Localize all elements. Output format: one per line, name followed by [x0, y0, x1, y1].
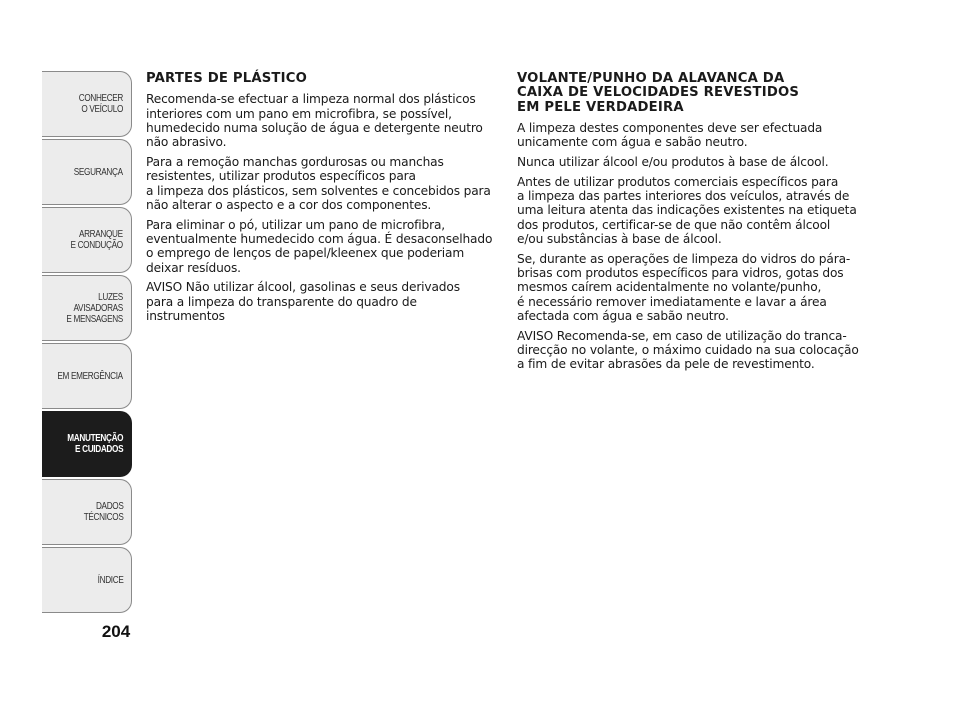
tab-label: CONHECER O VEÍCULO	[78, 93, 123, 115]
tab-label: ÍNDICE	[97, 574, 123, 586]
tab-conhecer-o-veiculo[interactable]	[42, 71, 132, 137]
tab-luzes-avisadoras[interactable]	[42, 275, 132, 341]
tab-label: EM EMERGÊNCIA	[57, 370, 123, 382]
paragraph: AVISO Recomenda-se, em caso de utilização do tranca- direcção no volante, o máximo cuidado na sua colocação a fim de evitar abrasões da pele de revestimento.	[517, 328, 859, 372]
paragraph: AVISO Não utilizar álcool, gasolinas e seus derivados para a limpeza do transparente do quadro de instrumentos	[146, 280, 460, 323]
tab-em-emergencia[interactable]	[42, 343, 132, 409]
section-heading: PARTES DE PLÁSTICO	[146, 71, 308, 86]
tab-dados-tecnicos[interactable]	[42, 479, 132, 545]
paragraph: Para eliminar o pó, utilizar um pano de microfibra, eventualmente humedecido com água. É desaconselhado o emprego de lenços de papel/kleenex que poderiam deixar resíduos.	[146, 217, 493, 275]
paragraph: Nunca utilizar álcool e/ou produtos à base de álcool.	[517, 154, 829, 169]
right-column	[517, 72, 873, 377]
tab-label: LUZES AVISADORAS E MENSAGENS	[66, 291, 123, 325]
section-heading: VOLANTE/PUNHO DA ALAVANCA DA CAIXA DE VELOCIDADES REVESTIDOS EM PELE VERDADEIRA	[517, 71, 800, 115]
tab-manutencao-e-cuidados[interactable]	[42, 411, 132, 477]
tab-indice[interactable]	[42, 547, 132, 613]
paragraph: Se, durante as operações de limpeza do vidros do pára- brisas com produtos específicos para vidros, gotas dos mesmos caírem acidentalmente no volante/punho, é necessário remover imediatamente e lavar a área afectada com água e sabão neutro.	[517, 251, 851, 323]
left-column	[146, 72, 498, 329]
paragraph: A limpeza destes componentes deve ser efectuada unicamente com água e sabão neutro.	[517, 120, 823, 150]
tab-label: ARRANQUE E CONDUÇÃO	[70, 229, 123, 251]
paragraph: Recomenda-se efectuar a limpeza normal dos plásticos interiores com um pano em microfibra, se possível, humedecido numa solução de água e detergente neutro não abrasivo.	[146, 92, 483, 150]
tab-seguranca[interactable]	[42, 139, 132, 205]
paragraph: Antes de utilizar produtos comerciais específicos para a limpeza das partes interiores dos veículos, através de uma leitura atenta das indicações existentes na etiqueta dos produtos, certificar-se de que não contêm álcool e/ou substâncias à base de álcool.	[517, 174, 857, 246]
paragraph: Para a remoção manchas gordurosas ou manchas resistentes, utilizar produtos específicos para a limpeza dos plásticos, sem solventes e concebidos para não alterar o aspecto e a cor dos componentes.	[146, 154, 491, 212]
tab-label: MANUTENÇÃO E CUIDADOS	[67, 433, 123, 455]
page-number: 204	[101, 622, 131, 641]
tab-arranque-e-conducao[interactable]	[42, 207, 132, 273]
tab-label: DADOS TÉCNICOS	[83, 501, 123, 523]
tab-label: SEGURANÇA	[74, 166, 123, 178]
